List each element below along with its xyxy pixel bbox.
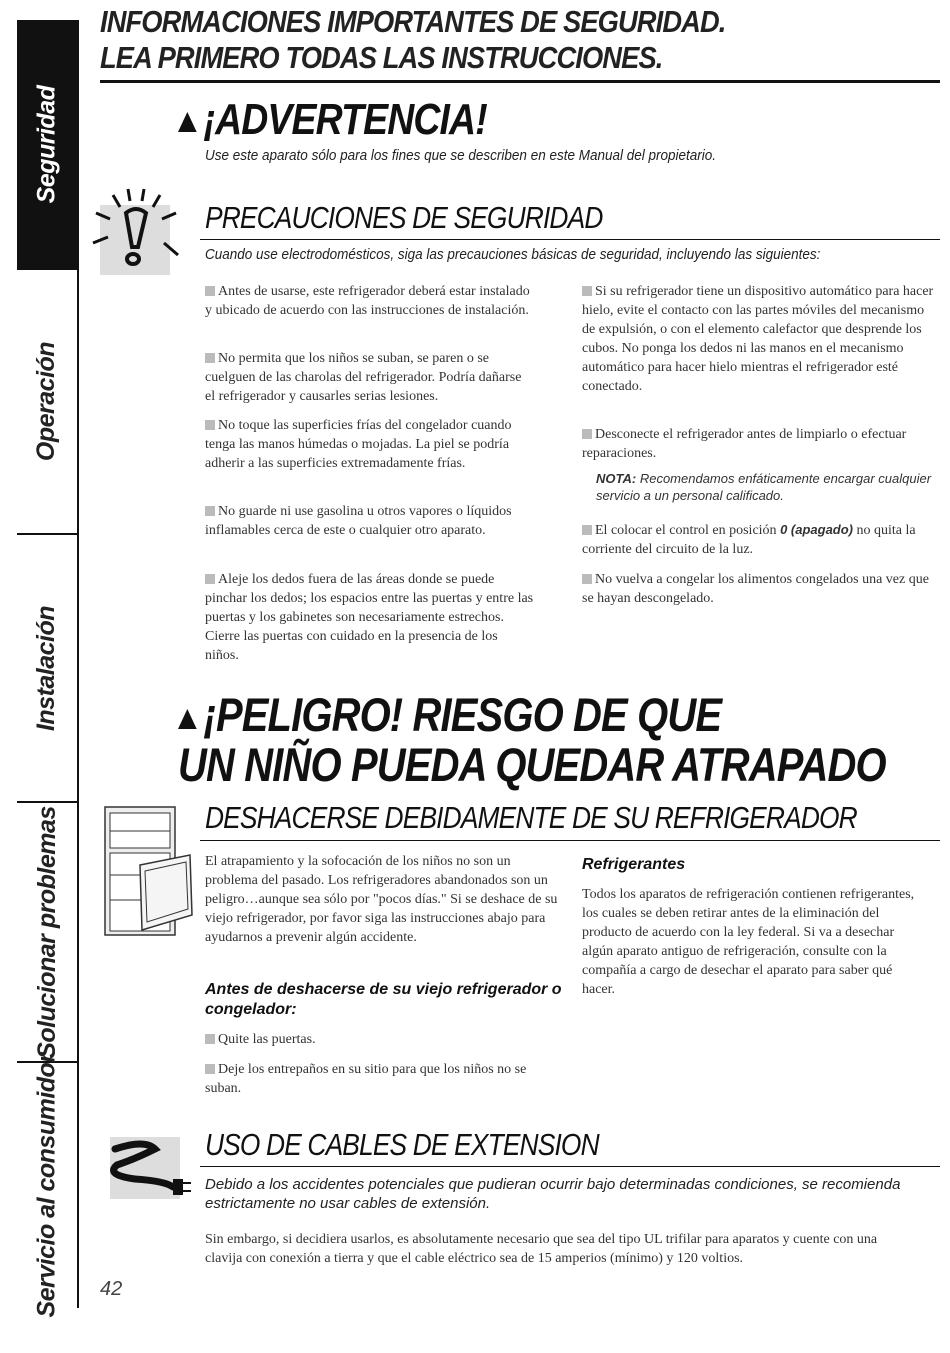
danger-line-2: UN NIÑO PUEDA QUEDAR ATRAPADO	[178, 738, 886, 791]
page-header	[100, 4, 940, 83]
tab-instalacion[interactable]	[17, 535, 77, 803]
tab-label: Instalación	[32, 605, 61, 731]
precautions-heading: PRECAUCIONES DE SEGURIDAD	[205, 200, 603, 235]
list-item	[205, 416, 535, 473]
precautions-rule	[200, 239, 940, 240]
section-tabs	[17, 20, 79, 1318]
bullet-text: No vuelva a congelar los alimentos congelados una vez que se hayan descongelado.	[582, 572, 929, 606]
list-item	[205, 1030, 560, 1049]
danger-title	[178, 690, 886, 790]
nota-text: Recomendamos enfáticamente encargar cualquier servicio a un personal calificado.	[596, 471, 932, 503]
bullet-text: No permita que los niños se suban, se paren o se cuelguen de las charolas del refrigerador. Podría dañarse el refrigerador y causarles serias lesiones.	[205, 351, 522, 404]
before-disposal-heading: Antes de deshacerse de su viejo refrigerador o congelador:	[205, 981, 562, 1018]
bullet-square-icon	[205, 574, 215, 584]
bullet-square-icon	[205, 420, 215, 430]
bullet-text: Quite las puertas.	[218, 1032, 316, 1047]
precautions-intro: Cuando use electrodomésticos, siga las precauciones básicas de seguridad, incluyendo las siguientes:	[205, 246, 821, 263]
bullet-text: Antes de usarse, este refrigerador deberá estar instalado y ubicado de acuerdo con las instrucciones de instalación.	[205, 284, 530, 318]
list-item	[582, 570, 934, 608]
tab-label: Seguridad	[32, 85, 61, 203]
bullet-text: No toque las superficies frías del congelador cuando tenga las manos húmedas o mojadas. La piel se podría adherir a las superficies extremadamente frías.	[205, 418, 512, 471]
bullet-text: El colocar el control en posición	[595, 523, 777, 538]
tab-solucionar-problemas[interactable]	[17, 803, 77, 1063]
bullet-square-icon	[205, 1064, 215, 1074]
bullet-square-icon	[205, 353, 215, 363]
bullet-text: Aleje los dedos fuera de las áreas donde se puede pinchar los dedos; los espacios entre las puertas y entre las puertas y los gabinetes son necesariamente estrechos. Cierre las puertas con cuidado en la presencia de los niños.	[205, 572, 534, 663]
bullet-text: no quita la corriente del circuito de la luz.	[582, 523, 916, 557]
tab-label: Operación	[32, 341, 61, 462]
refrigerants-paragraph: Todos los aparatos de refrigeración contienen refrigerantes, los cuales se deben retirar antes de la eliminación del producto de acuerdo con la ley federal. Si va a desechar algún aparato antiguo de refrigeración, consulte con la compañía a cargo de desechar el aparato para saber qué hacer.	[582, 887, 915, 997]
disposal-rule	[200, 840, 940, 841]
extension-rule	[200, 1166, 940, 1167]
warning-triangle-icon	[178, 709, 197, 729]
tab-label: Servicio al consumidor	[32, 1053, 61, 1318]
danger-line-1: ¡PELIGRO! RIESGO DE QUE	[203, 688, 722, 741]
disposal-heading: DESHACERSE DEBIDAMENTE DE SU REFRIGERADOR	[205, 800, 857, 835]
header-line-2: LEA PRIMERO TODAS LAS INSTRUCCIONES.	[100, 40, 663, 75]
list-item	[582, 282, 934, 396]
tab-label: Solucionar problemas	[32, 805, 61, 1059]
bullet-square-icon	[582, 574, 592, 584]
caution-exclamation-icon	[88, 185, 183, 285]
warning-title-text: ¡ADVERTENCIA!	[203, 95, 487, 144]
list-item	[205, 570, 535, 665]
warning-text: Use este aparato sólo para los fines que se describen en este Manual del propietario.	[205, 147, 717, 164]
bullet-text: Si su refrigerador tiene un dispositivo automático para hacer hielo, evite el contacto con las partes móviles del mecanismo de expulsión, o con el elemento calefactor que desprende los cubos. No ponga los dedos ni las manos en el mecanismo automático para hacer hielo mientras el refrigerador esté conectado.	[582, 284, 934, 394]
extension-cord-icon	[95, 1135, 195, 1205]
list-item	[205, 1060, 560, 1098]
extension-body: Sin embargo, si decidiera usarlos, es absolutamente necesario que sea del tipo UL trifilar para aparatos y cuente con una clavija con conexión a tierra y que el cable eléctrico sea de 15 amperios (mínimo) y 120 voltios.	[205, 1232, 878, 1266]
list-item	[582, 520, 934, 559]
tab-seguridad[interactable]	[17, 20, 77, 270]
header-line-1: INFORMACIONES IMPORTANTES DE SEGURIDAD.	[100, 4, 726, 39]
bullet-text: No guarde ni use gasolina u otros vapores o líquidos inflamables cerca de este o cualquier otro aparato.	[205, 504, 512, 538]
list-item	[205, 282, 535, 320]
nota	[596, 470, 932, 504]
bullet-square-icon	[205, 506, 215, 516]
extension-heading: USO DE CABLES DE EXTENSION	[205, 1127, 599, 1162]
bullet-square-icon	[582, 525, 592, 535]
list-item	[205, 349, 535, 406]
tab-servicio-consumidor[interactable]	[17, 1053, 77, 1318]
off-position-label: 0 (apagado)	[780, 522, 854, 537]
disposal-paragraph: El atrapamiento y la sofocación de los niños no son un problema del pasado. Los refrigeradores abandonados son un peligro…aunque sea sólo por "pocos días." Si se deshace de su viejo refrigerador, por favor siga las instrucciones abajo para ayudarnos a prevenir algún accidente.	[205, 854, 558, 945]
bullet-square-icon	[582, 429, 592, 439]
bullet-square-icon	[205, 286, 215, 296]
bullet-square-icon	[205, 1034, 215, 1044]
bullet-square-icon	[582, 286, 592, 296]
bullet-text: Desconecte el refrigerador antes de limpiarlo o efectuar reparaciones.	[582, 427, 907, 461]
page-number: 42	[100, 1278, 123, 1300]
refrigerants-heading: Refrigerantes	[582, 856, 686, 873]
list-item	[582, 425, 934, 463]
tab-operacion[interactable]	[17, 270, 77, 535]
list-item	[205, 502, 535, 540]
refrigerator-icon	[100, 805, 195, 940]
nota-label: NOTA:	[596, 471, 637, 486]
bullet-text: Deje los entrepaños en su sitio para que los niños no se suban.	[205, 1062, 527, 1096]
warning-title	[178, 95, 487, 145]
extension-intro: Debido a los accidentes potenciales que pudieran ocurrir bajo determinadas condiciones, se recomienda estrictamente no usar cables de extensión.	[205, 1176, 901, 1212]
warning-triangle-icon	[178, 112, 197, 132]
